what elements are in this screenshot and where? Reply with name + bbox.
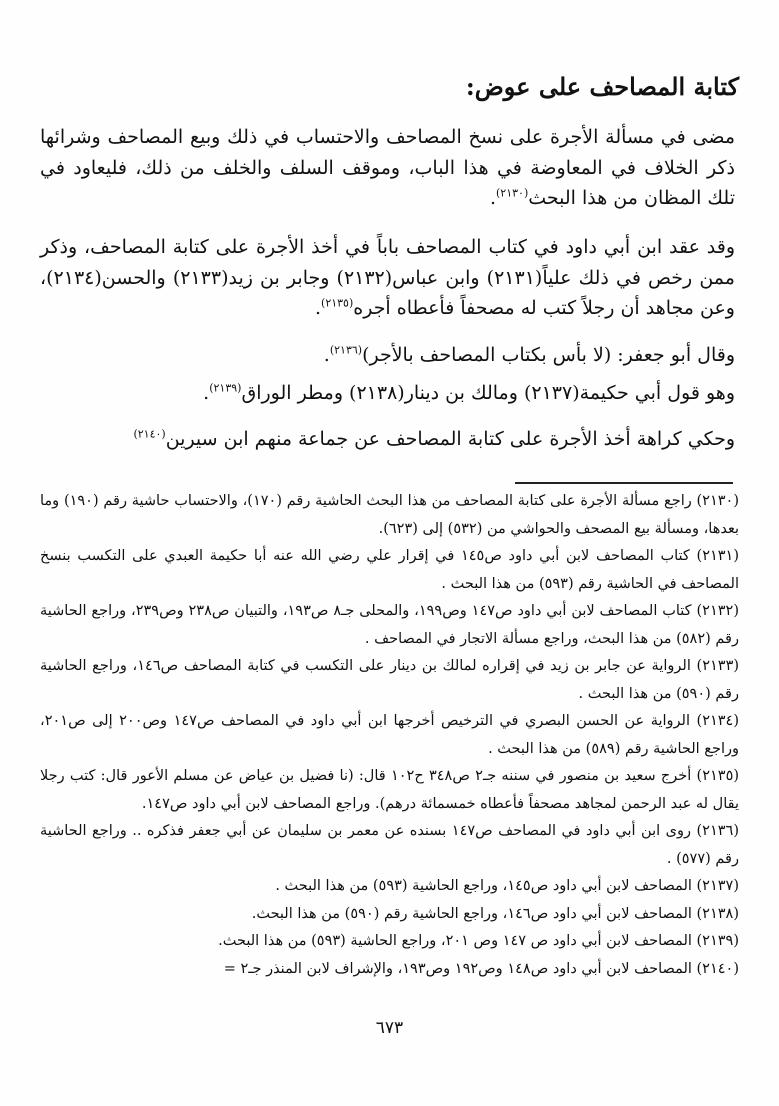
paragraph-5 [40,424,735,455]
page-number: ٦٧٣ [375,1018,404,1038]
footnote-ref[interactable]: (٢١٣٩) [209,381,242,395]
footnote-number: (٢١٣٧) [696,878,739,894]
footnote-number: (٢١٣٠) [696,493,739,509]
footnote-number: (٢١٣٢) [696,603,739,619]
paragraph-text: وهو قول أبي حكيمة(٢١٣٧) ومالك بن دينار(٢١٣٨) ومطر الوراق [241,382,735,404]
footnote-text: راجع مسألة الأجرة على كتابة المصاحف من هذا البحث الحاشية رقم (١٧٠)، والاحتساب حاشية رقم (١٩٠) وما بعدها، ومسألة بيع المصحف والحواشي من (٥٣٢) إلى (٦٢٣). [40,493,739,537]
paragraph-3 [40,340,735,371]
footnote-item [40,488,739,543]
footnote-separator [515,482,733,484]
paragraph-end-mark: . [323,344,330,366]
footnote-text: كتاب المصاحف لابن أبي داود ص١٤٧ وص١٩٩، والمحلى جـ٨ ص١٩٣، والتبيان ص٢٣٨ وص٢٣٩، وراجع الحاشية رقم (٥٨٢) من هذا البحث، وراجع مسألة الاتجار في المصاحف . [40,603,739,647]
footnote-text: روى ابن أبي داود في المصاحف ص١٤٧ بسنده عن معمر بن سليمان عن أبي جعفر فذكره .. وراجع الحاشية رقم (٥٧٧) . [40,823,739,867]
paragraph-end-mark: . [489,187,496,209]
paragraph-end-mark: . [314,297,322,319]
footnote-item [40,543,739,598]
footnote-number: (٢١٣٩) [696,933,739,949]
footnote-text: الرواية عن الحسن البصري في الترخيص أخرجها ابن أبي داود في المصاحف ص١٤٧ وص٢٠٠ إلى ص٢٠١، وراجع الحاشية رقم (٥٨٩) من هذا البحث . [40,713,739,757]
footnote-number: (٢١٤٠) [696,960,739,977]
footnote-ref[interactable]: (٢١٤٠) [133,427,166,441]
footnote-item [40,708,739,763]
footnote-number: (٢١٣٣) [696,658,740,674]
section-heading: كتابة المصاحف على عوض: [465,72,739,101]
footnote-item [40,928,739,956]
paragraph-text: وقال أبو جعفر: (لا بأس بكتاب المصاحف بالأجر) [362,344,735,366]
footnote-text: المصاحف لابن أبي داود ص١٤٨ وص١٩٢ وص١٩٣، والإشراف لابن المنذر جـ٢ = [223,960,692,977]
footnote-item [40,598,739,653]
paragraph-2 [40,232,735,324]
footnotes-list [40,488,739,983]
footnote-item [40,653,739,708]
footnote-ref[interactable]: (٢١٣٦) [329,343,363,357]
footnote-ref[interactable]: (٢١٣٠) [496,186,529,200]
paragraph-text: وحكي كراهة أخذ الأجرة على كتابة المصاحف عن جماعة منهم ابن سيرين [165,428,735,450]
footnote-item [40,873,739,901]
paragraph-text: مضى في مسألة الأجرة على نسخ المصاحف والاحتساب في ذلك وبيع المصاحف وشرائها ذكر الخلاف في المعاوضة في هذا الباب، وموقف السلف والخلف من ذلك، فليعاود في تلك المظان من هذا البحث [40,126,735,209]
footnote-text: المصاحف لابن أبي داود ص١٤٦، وراجع الحاشية رقم (٥٩٠) من هذا البحث. [251,905,692,922]
footnote-ref[interactable]: (٢١٣٥) [321,296,354,310]
footnote-text: كتاب المصاحف لابن أبي داود ص١٤٥ في إقرار علي رضي الله عنه أبا حكيمة العبدي على التكسب بنسخ المصاحف في الحاشية رقم (٥٩٣) من هذا البحث . [40,548,739,592]
footnote-item [40,763,739,818]
footnote-text: المصاحف لابن أبي داود ص١٤٥، وراجع الحاشية (٥٩٣) من هذا البحث . [275,878,692,894]
footnote-number: (٢١٣٥) [696,768,740,784]
paragraph-1 [40,122,735,214]
footnote-number: (٢١٣١) [696,548,740,564]
footnote-number: (٢١٣٤) [696,713,740,729]
footnote-item [40,956,739,984]
footnote-item [40,901,739,929]
paragraph-end-mark: . [203,382,210,404]
paragraph-4 [40,378,735,409]
footnote-text: الرواية عن جابر بن زيد في إقراره لمالك بن دينار على التكسب في كتابة المصاحف ص١٤٦، وراجع الحاشية رقم (٥٩٠) من هذا البحث . [40,658,739,702]
footnote-number: (٢١٣٨) [696,905,739,922]
footnote-text: أخرج سعيد بن منصور في سننه جـ٢ ص٣٤٨ ح١٠٢ قال: (نا فضيل بن عياض عن مسلم الأعور قال: كتب رجلا يقال له عبد الرحمن لمجاهد مصحفاً فأعطاه خمسمائة درهم). وراجع المصاحف لابن أبي داود ص١٤٧. [40,768,739,812]
paragraph-text: وقد عقد ابن أبي داود في كتاب المصاحف باباً في أخذ الأجرة على كتابة المصاحف، وذكر ممن رخص في ذلك علياً(٢١٣١) وابن عباس(٢١٣٢) وجابر بن زيد(٢١٣٣) والحسن(٢١٣٤)، وعن مجاهد أن رجلاً كتب له مصحفاً فأعطاه أجره [40,236,735,319]
footnote-number: (٢١٣٦) [696,823,739,839]
footnote-item [40,818,739,873]
footnote-text: المصاحف لابن أبي داود ص ١٤٧ وص ٢٠١، وراجع الحاشية (٥٩٣) من هذا البحث. [218,933,692,949]
